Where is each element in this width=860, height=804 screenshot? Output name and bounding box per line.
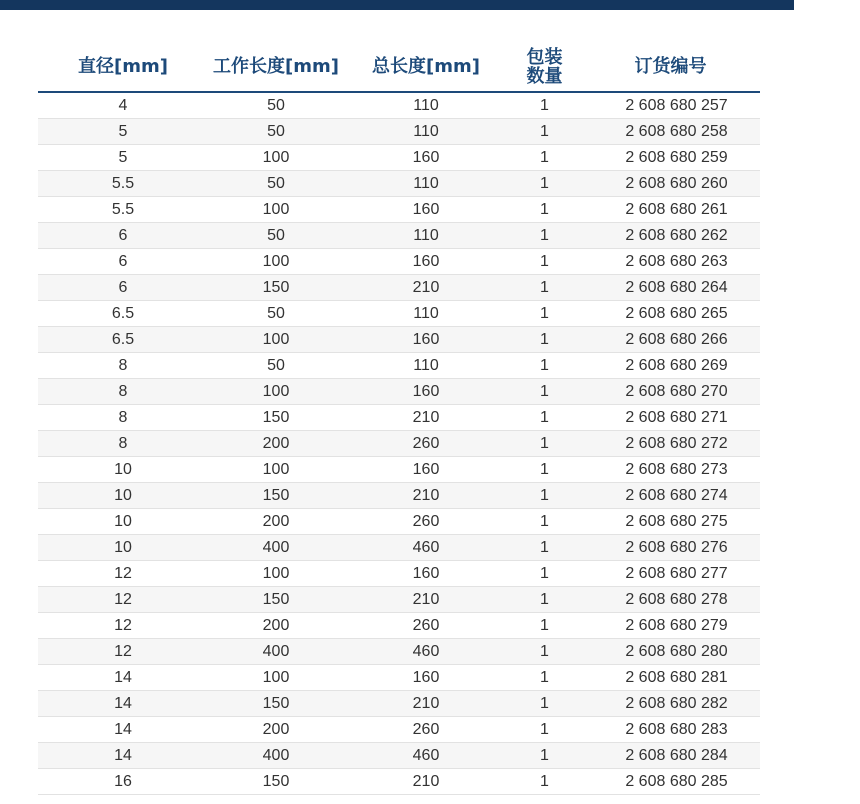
total-length-cell: 210 — [344, 587, 508, 613]
total-length-cell: 460 — [344, 535, 508, 561]
total-length-cell: 260 — [344, 431, 508, 457]
diameter-cell — [38, 717, 208, 743]
table-row — [38, 275, 760, 301]
order-number-cell: 2 608 680 276 — [581, 535, 760, 561]
pack-quantity-cell: 1 — [508, 561, 581, 587]
order-number-cell: 2 608 680 262 — [581, 223, 760, 249]
diameter-value: 16 — [114, 772, 132, 790]
diameter-value: 8 — [118, 408, 128, 426]
diameter-cell — [38, 769, 208, 795]
working-length-cell: 150 — [208, 769, 344, 795]
table-row — [38, 405, 760, 431]
diameter-value: 12 — [114, 616, 132, 634]
diameter-cell — [38, 561, 208, 587]
pack-quantity-cell: 1 — [508, 275, 581, 301]
diameter-value: 14 — [114, 720, 132, 738]
total-length-cell: 160 — [344, 197, 508, 223]
table-row — [38, 223, 760, 249]
total-length-cell: 160 — [344, 327, 508, 353]
total-length-cell: 110 — [344, 353, 508, 379]
table-row — [38, 587, 760, 613]
table-row — [38, 743, 760, 769]
table-row — [38, 379, 760, 405]
total-length-cell: 260 — [344, 509, 508, 535]
diameter-value: 5.5 — [111, 200, 135, 218]
order-number-cell: 2 608 680 272 — [581, 431, 760, 457]
diameter-value: 6 — [118, 252, 128, 270]
total-length-cell: 160 — [344, 379, 508, 405]
header-pack-quantity-line2: 数量 — [526, 65, 563, 87]
diameter-value: 12 — [114, 564, 132, 582]
working-length-cell: 200 — [208, 613, 344, 639]
working-length-cell: 100 — [208, 145, 344, 171]
order-number-cell: 2 608 680 271 — [581, 405, 760, 431]
total-length-cell: 110 — [344, 301, 508, 327]
table-body — [38, 92, 760, 795]
table-row — [38, 483, 760, 509]
table-row — [38, 353, 760, 379]
product-spec-table-container — [38, 42, 760, 795]
total-length-cell: 110 — [344, 171, 508, 197]
pack-quantity-cell: 1 — [508, 613, 581, 639]
pack-quantity-cell: 1 — [508, 145, 581, 171]
order-number-cell: 2 608 680 275 — [581, 509, 760, 535]
diameter-value: 8 — [118, 356, 128, 374]
working-length-cell: 400 — [208, 535, 344, 561]
order-number-cell: 2 608 680 274 — [581, 483, 760, 509]
pack-quantity-cell: 1 — [508, 457, 581, 483]
order-number-cell: 2 608 680 284 — [581, 743, 760, 769]
diameter-cell — [38, 587, 208, 613]
pack-quantity-cell: 1 — [508, 535, 581, 561]
pack-quantity-cell: 1 — [508, 717, 581, 743]
diameter-value: 14 — [114, 668, 132, 686]
working-length-cell: 150 — [208, 691, 344, 717]
diameter-value: 5.5 — [111, 174, 135, 192]
working-length-cell: 150 — [208, 587, 344, 613]
table-row — [38, 665, 760, 691]
order-number-cell: 2 608 680 263 — [581, 249, 760, 275]
order-number-cell: 2 608 680 277 — [581, 561, 760, 587]
working-length-cell: 50 — [208, 171, 344, 197]
total-length-cell: 160 — [344, 249, 508, 275]
total-length-cell: 210 — [344, 691, 508, 717]
table-row — [38, 171, 760, 197]
total-length-cell: 160 — [344, 665, 508, 691]
working-length-cell: 50 — [208, 301, 344, 327]
total-length-cell: 160 — [344, 457, 508, 483]
diameter-cell — [38, 431, 208, 457]
diameter-value: 10 — [114, 486, 132, 504]
working-length-cell: 400 — [208, 743, 344, 769]
order-number-cell: 2 608 680 260 — [581, 171, 760, 197]
working-length-cell: 100 — [208, 249, 344, 275]
order-number-cell: 2 608 680 281 — [581, 665, 760, 691]
order-number-cell: 2 608 680 279 — [581, 613, 760, 639]
diameter-cell — [38, 275, 208, 301]
working-length-cell: 400 — [208, 639, 344, 665]
diameter-cell — [38, 223, 208, 249]
diameter-value: 8 — [118, 434, 128, 452]
working-length-cell: 100 — [208, 561, 344, 587]
diameter-value: 4 — [118, 96, 128, 114]
header-diameter: 直径[mm] — [38, 42, 208, 92]
diameter-cell — [38, 145, 208, 171]
total-length-cell: 110 — [344, 92, 508, 119]
diameter-cell — [38, 509, 208, 535]
pack-quantity-cell: 1 — [508, 431, 581, 457]
order-number-cell: 2 608 680 278 — [581, 587, 760, 613]
diameter-value: 12 — [114, 590, 132, 608]
order-number-cell: 2 608 680 285 — [581, 769, 760, 795]
pack-quantity-cell: 1 — [508, 171, 581, 197]
working-length-cell: 150 — [208, 405, 344, 431]
pack-quantity-cell: 1 — [508, 769, 581, 795]
table-row — [38, 717, 760, 743]
top-banner-bar — [0, 0, 794, 10]
total-length-cell: 110 — [344, 223, 508, 249]
diameter-cell — [38, 483, 208, 509]
diameter-cell — [38, 743, 208, 769]
header-order-number: 订货编号 — [581, 42, 760, 92]
order-number-cell: 2 608 680 280 — [581, 639, 760, 665]
table-row — [38, 431, 760, 457]
table-header — [38, 42, 760, 92]
diameter-cell — [38, 379, 208, 405]
table-row — [38, 145, 760, 171]
diameter-cell — [38, 249, 208, 275]
order-number-cell: 2 608 680 258 — [581, 119, 760, 145]
working-length-cell: 100 — [208, 197, 344, 223]
header-working-length: 工作长度[mm] — [208, 42, 344, 92]
pack-quantity-cell: 1 — [508, 405, 581, 431]
table-row — [38, 535, 760, 561]
diameter-value: 6 — [118, 278, 128, 296]
table-row — [38, 197, 760, 223]
diameter-value: 14 — [114, 746, 132, 764]
diameter-value: 6.5 — [111, 304, 135, 322]
total-length-cell: 110 — [344, 119, 508, 145]
diameter-cell — [38, 405, 208, 431]
table-row — [38, 327, 760, 353]
diameter-value: 10 — [114, 538, 132, 556]
working-length-cell: 150 — [208, 483, 344, 509]
working-length-cell: 150 — [208, 275, 344, 301]
diameter-value: 6 — [118, 226, 128, 244]
pack-quantity-cell: 1 — [508, 249, 581, 275]
total-length-cell: 460 — [344, 639, 508, 665]
total-length-cell: 260 — [344, 613, 508, 639]
pack-quantity-cell: 1 — [508, 197, 581, 223]
diameter-cell — [38, 639, 208, 665]
total-length-cell: 210 — [344, 405, 508, 431]
pack-quantity-cell: 1 — [508, 743, 581, 769]
working-length-cell: 200 — [208, 717, 344, 743]
diameter-cell — [38, 197, 208, 223]
pack-quantity-cell: 1 — [508, 587, 581, 613]
diameter-cell — [38, 119, 208, 145]
table-row — [38, 561, 760, 587]
pack-quantity-cell: 1 — [508, 639, 581, 665]
order-number-cell: 2 608 680 269 — [581, 353, 760, 379]
table-row — [38, 639, 760, 665]
working-length-cell: 100 — [208, 327, 344, 353]
order-number-cell: 2 608 680 283 — [581, 717, 760, 743]
pack-quantity-cell: 1 — [508, 509, 581, 535]
diameter-value: 8 — [118, 382, 128, 400]
total-length-cell: 160 — [344, 561, 508, 587]
order-number-cell: 2 608 680 270 — [581, 379, 760, 405]
order-number-cell: 2 608 680 259 — [581, 145, 760, 171]
table-row — [38, 691, 760, 717]
order-number-cell: 2 608 680 257 — [581, 92, 760, 119]
working-length-cell: 50 — [208, 92, 344, 119]
total-length-cell: 210 — [344, 275, 508, 301]
total-length-cell: 210 — [344, 483, 508, 509]
pack-quantity-cell: 1 — [508, 483, 581, 509]
diameter-cell — [38, 92, 208, 119]
pack-quantity-cell: 1 — [508, 327, 581, 353]
working-length-cell: 100 — [208, 379, 344, 405]
diameter-cell — [38, 353, 208, 379]
header-pack-quantity-line1: 包装 — [526, 46, 563, 68]
working-length-cell: 50 — [208, 119, 344, 145]
diameter-cell — [38, 613, 208, 639]
table-row — [38, 613, 760, 639]
diameter-value: 12 — [114, 642, 132, 660]
pack-quantity-cell: 1 — [508, 353, 581, 379]
order-number-cell: 2 608 680 265 — [581, 301, 760, 327]
working-length-cell: 100 — [208, 457, 344, 483]
working-length-cell: 100 — [208, 665, 344, 691]
working-length-cell: 50 — [208, 223, 344, 249]
header-pack-quantity — [508, 42, 581, 92]
pack-quantity-cell: 1 — [508, 301, 581, 327]
diameter-value: 10 — [114, 460, 132, 478]
working-length-cell: 200 — [208, 431, 344, 457]
pack-quantity-cell: 1 — [508, 92, 581, 119]
diameter-value: 6.5 — [111, 330, 135, 348]
diameter-cell — [38, 301, 208, 327]
order-number-cell: 2 608 680 261 — [581, 197, 760, 223]
table-row — [38, 249, 760, 275]
diameter-value: 5 — [118, 148, 128, 166]
order-number-cell: 2 608 680 282 — [581, 691, 760, 717]
total-length-cell: 160 — [344, 145, 508, 171]
table-row — [38, 301, 760, 327]
table-row — [38, 509, 760, 535]
diameter-cell — [38, 535, 208, 561]
total-length-cell: 260 — [344, 717, 508, 743]
order-number-cell: 2 608 680 266 — [581, 327, 760, 353]
pack-quantity-cell: 1 — [508, 665, 581, 691]
diameter-cell — [38, 665, 208, 691]
diameter-value: 5 — [118, 122, 128, 140]
total-length-cell: 210 — [344, 769, 508, 795]
pack-quantity-cell: 1 — [508, 691, 581, 717]
total-length-cell: 460 — [344, 743, 508, 769]
table-row — [38, 457, 760, 483]
pack-quantity-cell: 1 — [508, 119, 581, 145]
diameter-cell — [38, 457, 208, 483]
table-row — [38, 119, 760, 145]
working-length-cell: 200 — [208, 509, 344, 535]
diameter-cell — [38, 691, 208, 717]
pack-quantity-cell: 1 — [508, 223, 581, 249]
pack-quantity-cell: 1 — [508, 379, 581, 405]
table-row — [38, 769, 760, 795]
header-row — [38, 42, 760, 92]
header-total-length: 总长度[mm] — [344, 42, 508, 92]
diameter-value: 10 — [114, 512, 132, 530]
diameter-cell — [38, 171, 208, 197]
diameter-value: 14 — [114, 694, 132, 712]
order-number-cell: 2 608 680 264 — [581, 275, 760, 301]
working-length-cell: 50 — [208, 353, 344, 379]
diameter-cell — [38, 327, 208, 353]
product-spec-table — [38, 42, 760, 795]
table-row — [38, 92, 760, 119]
order-number-cell: 2 608 680 273 — [581, 457, 760, 483]
